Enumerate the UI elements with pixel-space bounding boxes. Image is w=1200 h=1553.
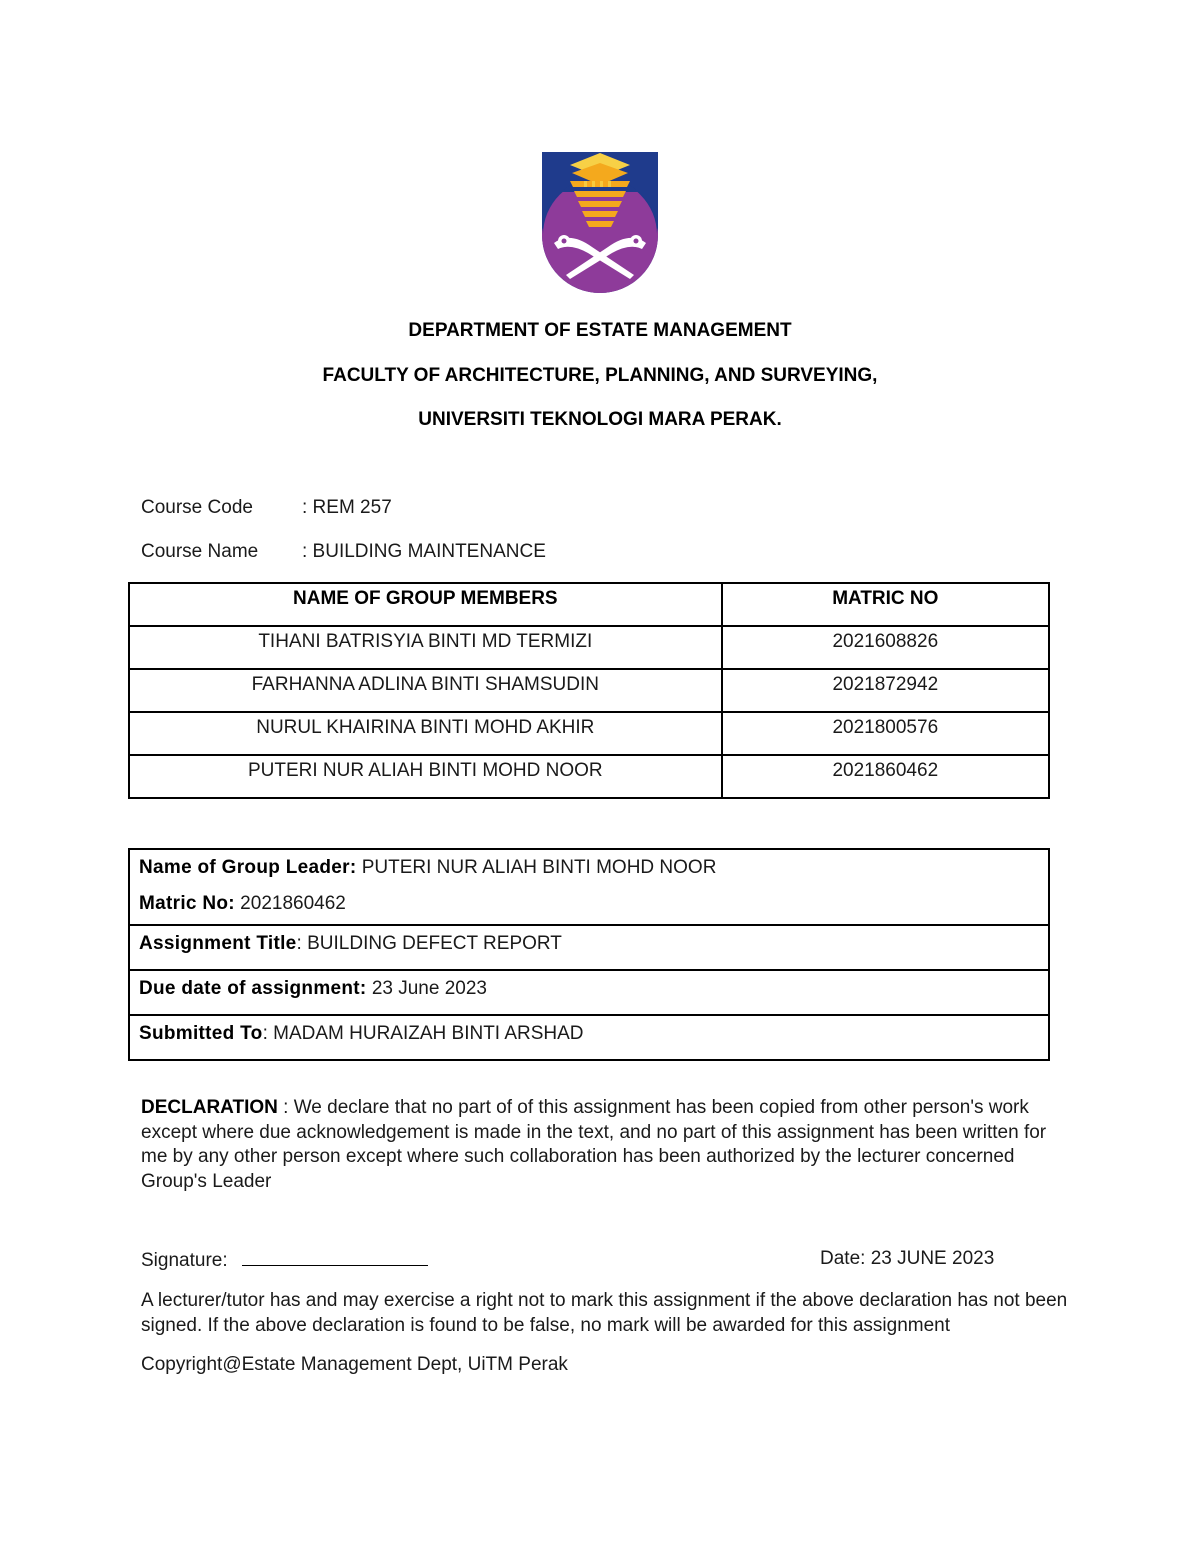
submitted-label: Submitted To xyxy=(139,1023,263,1044)
member-name: PUTERI NUR ALIAH BINTI MOHD NOOR xyxy=(129,755,722,798)
course-code-value: : REM 257 xyxy=(302,497,392,518)
leader-value: PUTERI NUR ALIAH BINTI MOHD NOOR xyxy=(356,857,717,878)
table-row xyxy=(129,712,1049,755)
leader-label: Name of Group Leader: xyxy=(139,857,357,878)
signature-date: Date: 23 JUNE 2023 xyxy=(820,1248,995,1269)
course-name-label: Course Name xyxy=(141,541,259,562)
header-matric: MATRIC NO xyxy=(722,583,1049,626)
member-name: TIHANI BATRISYIA BINTI MD TERMIZI xyxy=(129,626,722,669)
submitted-row xyxy=(130,1014,1048,1059)
member-matric: 2021800576 xyxy=(722,712,1049,755)
course-name-row xyxy=(141,540,546,564)
department-heading: DEPARTMENT OF ESTATE MANAGEMENT xyxy=(408,320,792,341)
member-matric: 2021860462 xyxy=(722,755,1049,798)
uitm-logo xyxy=(540,151,660,293)
course-code-label: Course Code xyxy=(141,497,253,518)
matric-value: 2021860462 xyxy=(234,893,346,914)
title-label: Assignment Title xyxy=(139,933,297,954)
submitted-value: : MADAM HURAIZAH BINTI ARSHAD xyxy=(262,1023,584,1044)
copyright-text: Copyright@Estate Management Dept, UiTM Perak xyxy=(141,1354,568,1375)
member-name: NURUL KHAIRINA BINTI MOHD AKHIR xyxy=(129,712,722,755)
declaration-paragraph xyxy=(141,1096,1071,1194)
member-name: FARHANNA ADLINA BINTI SHAMSUDIN xyxy=(129,669,722,712)
group-members-table xyxy=(128,582,1050,799)
title-row xyxy=(130,924,1048,969)
due-label: Due date of assignment: xyxy=(139,978,367,999)
matric-label: Matric No: xyxy=(139,893,235,914)
due-value: 23 June 2023 xyxy=(366,978,487,999)
declaration-text: : We declare that no part of of this assignment has been copied from other person's work except where due acknowledgement is made in the text, and no part of this assignment has been written for me by any other person except where such collaboration has been authorized by the lecturer concerned Group's Leader xyxy=(141,1097,1047,1192)
declaration-label: DECLARATION xyxy=(141,1097,278,1118)
table-header-row xyxy=(129,583,1049,626)
signature-label: Signature: xyxy=(141,1250,228,1271)
faculty-heading: FACULTY OF ARCHITECTURE, PLANNING, AND SURVEYING, xyxy=(322,365,878,386)
university-heading: UNIVERSITI TEKNOLOGI MARA PERAK. xyxy=(418,409,782,430)
assignment-info-box xyxy=(128,848,1050,1061)
table-row xyxy=(129,626,1049,669)
due-row xyxy=(130,969,1048,1014)
leader-row xyxy=(130,850,1048,924)
signature-row xyxy=(141,1247,1021,1273)
signature-line xyxy=(242,1247,428,1266)
header-name: NAME OF GROUP MEMBERS xyxy=(129,583,722,626)
member-matric: 2021872942 xyxy=(722,669,1049,712)
course-name-value: : BUILDING MAINTENANCE xyxy=(302,541,546,562)
course-code-row xyxy=(141,496,392,520)
table-row xyxy=(129,755,1049,798)
member-matric: 2021608826 xyxy=(722,626,1049,669)
table-row xyxy=(129,669,1049,712)
notice-paragraph: A lecturer/tutor has and may exercise a right not to mark this assignment if the above declaration has not been signed. If the above declaration is found to be false, no mark will be awarded for this assignment xyxy=(141,1290,1068,1336)
title-value: : BUILDING DEFECT REPORT xyxy=(296,933,562,954)
